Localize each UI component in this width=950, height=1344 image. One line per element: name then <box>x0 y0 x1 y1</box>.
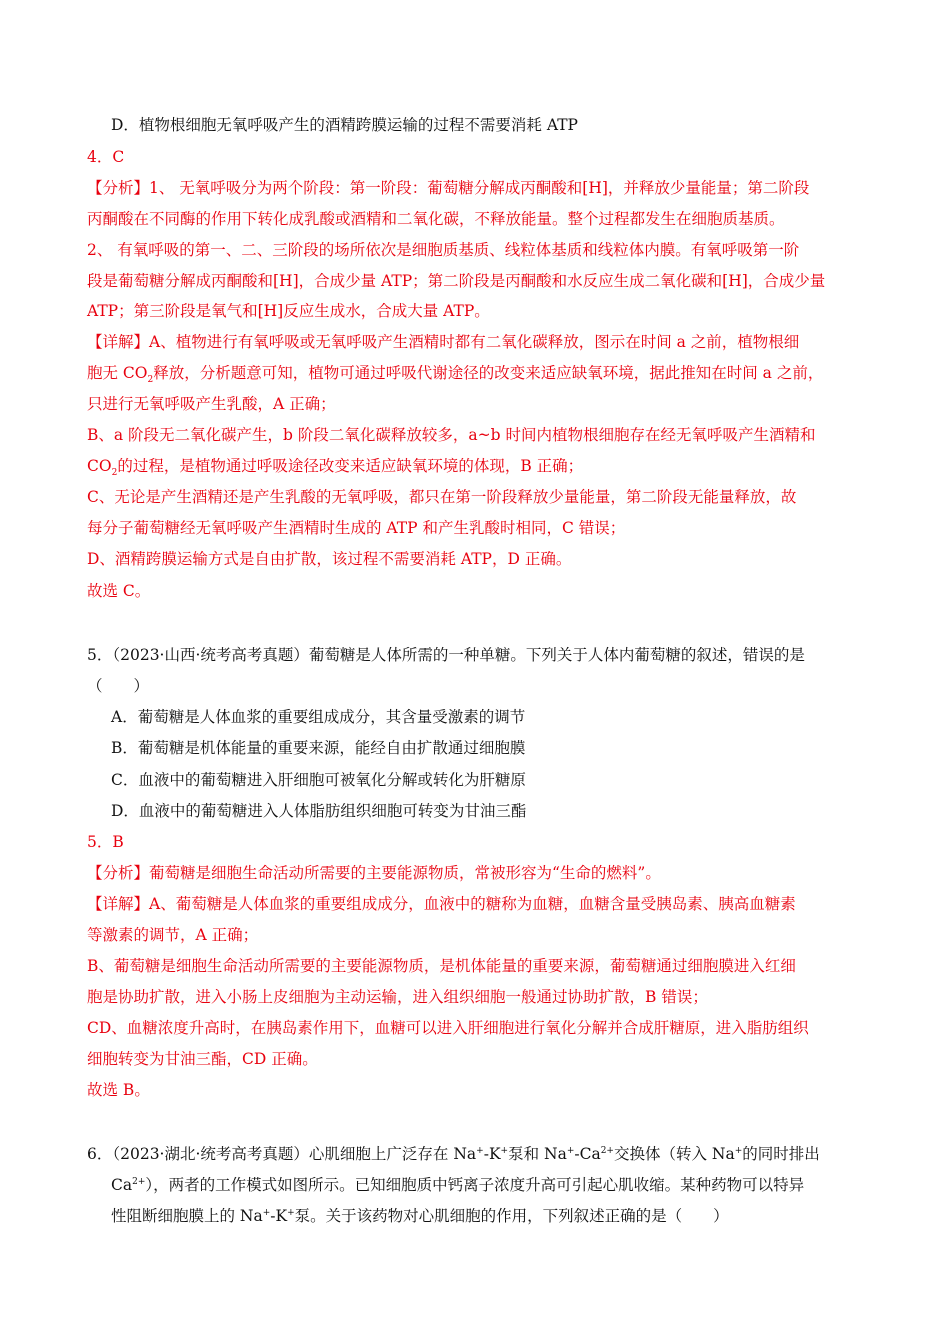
superscript: + <box>476 1145 484 1156</box>
q5-conclusion: 故选 B。 <box>87 1081 150 1099</box>
q6-text: 6．（2023·湖北·统考高考真题）心肌细胞上广泛存在 Na <box>87 1145 477 1163</box>
q5-detail-line: 【详解】A、葡萄糖是人体血浆的重要组成成分，血液中的糖称为血糖，血糖含量受胰岛素、胰高血糖素 <box>87 895 796 913</box>
q4-conclusion: 故选 C。 <box>87 582 151 600</box>
q5-detail-line: 细胞转变为甘油三酯，CD 正确。 <box>87 1050 318 1068</box>
q4-detail-line: D、酒精跨膜运输方式是自由扩散，该过程不需要消耗 ATP，D 正确。 <box>87 550 572 568</box>
q4-analysis-line: 【分析】1、 无氧呼吸分为两个阶段：第一阶段：葡萄糖分解成丙酮酸和[H]，并释放少量能量；第二阶段 <box>87 179 810 197</box>
q5-stem: 5．（2023·山西·统考高考真题）葡萄糖是人体所需的一种单糖。下列关于人体内葡萄糖的叙述，错误的是 <box>87 646 805 664</box>
q6-text: 泵。关于该药物对心肌细胞的作用，下列叙述正确的是（ ） <box>294 1207 729 1225</box>
q5-detail-line: 等激素的调节，A 正确； <box>87 926 259 944</box>
q6-text: Ca <box>111 1176 133 1194</box>
q6-stem-line <box>111 1174 804 1196</box>
q6-text: 的同时排出 <box>742 1145 820 1163</box>
q5-option-a: A．葡萄糖是人体血浆的重要组成成分，其含量受激素的调节 <box>111 708 526 726</box>
q5-detail-line: 胞是协助扩散，进入小肠上皮细胞为主动运输，进入组织细胞一般通过协助扩散，B 错误； <box>87 988 708 1006</box>
q6-text: -K <box>483 1145 501 1163</box>
q5-option-b: B．葡萄糖是机体能量的重要来源，能经自由扩散通过细胞膜 <box>111 739 526 757</box>
q6-text: 泵和 Na <box>508 1145 567 1163</box>
q6-text: 交换体（转入 Na <box>613 1145 735 1163</box>
q5-option-d: D．血液中的葡萄糖进入人体脂肪组织细胞可转变为甘油三酯 <box>111 802 527 820</box>
q4-detail-line <box>87 455 583 477</box>
superscript: + <box>500 1145 509 1156</box>
q4-analysis-line: 2、 有氧呼吸的第一、二、三阶段的场所依次是细胞质基质、线粒体基质和线粒体内膜。有氧呼吸第一阶 <box>87 241 800 259</box>
q4-detail-text: CO <box>87 457 112 475</box>
q4-detail-line: 只进行无氧呼吸产生乳酸，A 正确； <box>87 395 336 413</box>
q4-detail-line: 【详解】A、植物进行有氧呼吸或无氧呼吸产生酒精时都有二氧化碳释放，图示在时间 a 之前，植物根细 <box>87 333 800 351</box>
q5-analysis: 【分析】葡萄糖是细胞生命活动所需要的主要能源物质，常被形容为“生命的燃料”。 <box>87 864 661 882</box>
q4-option-d: D．植物根细胞无氧呼吸产生的酒精跨膜运输的过程不需要消耗 ATP <box>111 116 578 134</box>
q5-answer: 5．B <box>87 833 124 851</box>
subscript: 2 <box>111 468 118 479</box>
q4-detail-line: B、a 阶段无二氧化碳产生，b 阶段二氧化碳释放较多，a~b 时间内植物根细胞存在经无氧呼吸产生酒精和 <box>87 426 816 444</box>
q4-detail-text: 的过程，是植物通过呼吸途径改变来适应缺氧环境的体现，B 正确； <box>117 457 584 475</box>
q5-stem: （ ） <box>87 677 150 695</box>
q4-analysis-line: ATP；第三阶段是氧气和[H]反应生成水，合成大量 ATP。 <box>87 302 490 320</box>
q6-stem-line <box>111 1205 729 1227</box>
superscript: + <box>734 1145 743 1156</box>
q4-detail-line: C、无论是产生酒精还是产生乳酸的无氧呼吸，都只在第一阶段释放少量能量，第二阶段无能量释放，故 <box>87 488 797 506</box>
q6-stem-line <box>87 1143 820 1165</box>
q6-text: -Ca <box>574 1145 601 1163</box>
q6-text: -K <box>270 1207 288 1225</box>
q4-detail-text: 释放，分析题意可知，植物可通过呼吸代谢途径的改变来适应缺氧环境，据此推知在时间 a 之前， <box>153 364 824 382</box>
q4-detail-line <box>87 362 823 384</box>
q6-text: 性阻断细胞膜上的 Na <box>111 1207 263 1225</box>
q4-detail-text: 胞无 CO <box>87 364 148 382</box>
superscript: + <box>287 1207 295 1218</box>
q4-analysis-line: 段是葡萄糖分解成丙酮酸和[H]，合成少量 ATP；第二阶段是丙酮酸和水反应生成二氧化碳和[H]，合成少量 <box>87 272 826 290</box>
q4-analysis-line: 丙酮酸在不同酶的作用下转化成乳酸或酒精和二氧化碳，不释放能量。整个过程都发生在细胞质基质。 <box>87 210 785 228</box>
superscript: 2+ <box>132 1176 146 1187</box>
superscript: 2+ <box>600 1145 614 1156</box>
q4-detail-line: 每分子葡萄糖经无氧呼吸产生酒精时生成的 ATP 和产生乳酸时相同，C 错误； <box>87 519 626 537</box>
q6-text: ），两者的工作模式如图所示。已知细胞质中钙离子浓度升高可引起心肌收缩。某种药物可以特异 <box>145 1176 805 1194</box>
subscript: 2 <box>147 375 154 386</box>
q5-detail-line: CD、血糖浓度升高时，在胰岛素作用下，血糖可以进入肝细胞进行氧化分解并合成肝糖原，进入脂肪组织 <box>87 1019 809 1037</box>
superscript: + <box>566 1145 575 1156</box>
superscript: + <box>262 1207 271 1218</box>
q4-answer: 4．C <box>87 148 125 166</box>
q5-detail-line: B、葡萄糖是细胞生命活动所需要的主要能源物质，是机体能量的重要来源，葡萄糖通过细胞膜进入红细 <box>87 957 796 975</box>
q5-option-c: C．血液中的葡萄糖进入肝细胞可被氧化分解或转化为肝糖原 <box>111 771 526 789</box>
